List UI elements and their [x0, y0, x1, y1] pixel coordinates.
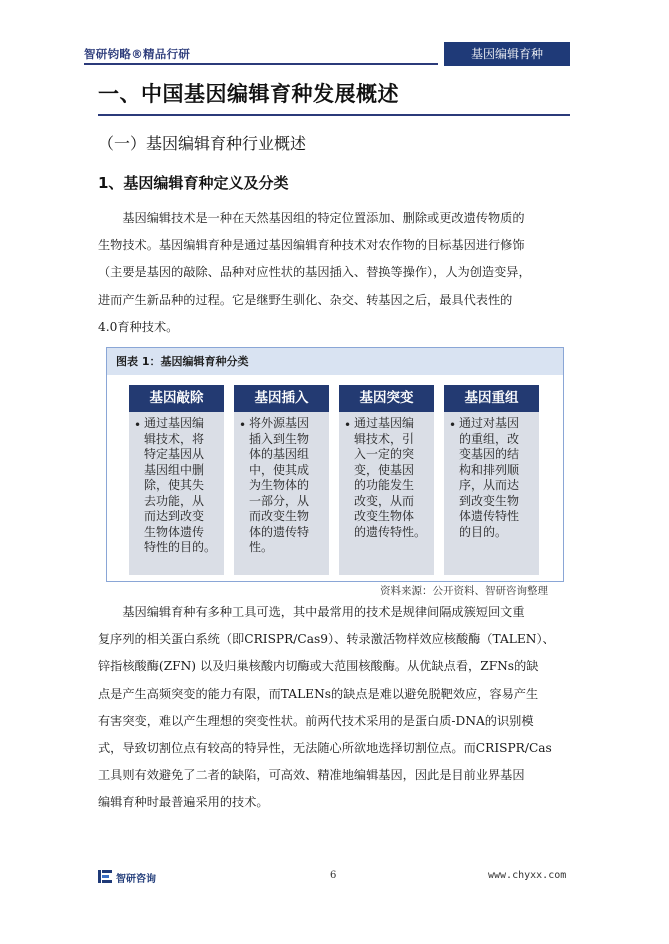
column-line: 除，使其失 — [144, 478, 205, 492]
column-line: 中，使其成 — [249, 462, 310, 477]
category-column-insertion — [234, 385, 329, 575]
column-line: 特性的目的。 — [144, 540, 217, 554]
bullet-icon: • — [134, 418, 142, 432]
column-body — [444, 412, 539, 575]
paragraph-line: 编辑育种时最普遍采用的技术。 — [98, 795, 269, 810]
column-line: 特定基因从 — [144, 447, 205, 461]
bullet-icon: • — [344, 418, 352, 432]
column-header: 基因突变 — [339, 385, 434, 412]
paragraph-line: 式，导致切割位点有较高的特异性，无法随心所欲地选择切割位点。而CRISPR/Cas — [98, 741, 552, 756]
paragraph-line: 进而产生新品种的过程。它是继野生驯化、杂交、转基因之后，最具代表性的 — [98, 292, 513, 307]
figure-title: 图表 1：基因编辑育种分类 — [107, 348, 563, 375]
column-header: 基因敲除 — [129, 385, 224, 412]
column-line: 变，使基因 — [354, 462, 415, 477]
paragraph-definition — [98, 205, 570, 341]
paragraph-line: 生物技术。基因编辑育种是通过基因编辑育种技术对农作物的目标基因进行修饰 — [98, 238, 525, 253]
column-line: 去功能，从 — [144, 493, 205, 508]
column-line: 一部分，从 — [249, 493, 310, 508]
column-line: 的遗传特性。 — [354, 524, 427, 539]
column-line: 到改变生物 — [459, 493, 520, 508]
bullet-icon: • — [449, 418, 457, 432]
column-line: 将外源基因 — [249, 416, 310, 430]
column-text — [354, 416, 430, 540]
column-line: 构和排列顺 — [459, 462, 520, 477]
column-line: 辑技术，引 — [354, 431, 415, 446]
column-body — [234, 412, 329, 575]
column-line: 生物体遗传 — [144, 524, 205, 539]
column-line: 变基因的结 — [459, 447, 520, 461]
section-title-rule — [98, 114, 570, 116]
paragraph-line: 4.0育种技术。 — [98, 319, 179, 334]
column-line: 体遗传特性 — [459, 509, 520, 523]
page-number: 6 — [330, 870, 337, 881]
section-title: 一、中国基因编辑育种发展概述 — [98, 82, 399, 106]
column-line: 通过基因编 — [354, 416, 415, 430]
column-line: 基因组中删 — [144, 462, 205, 477]
column-line: 性。 — [249, 540, 274, 554]
paragraph-line: 工具则有效避免了二者的缺陷，可高效、精准地编辑基因，因此是目前业界基因 — [98, 768, 525, 783]
paragraph-line: 点是产生高频突变的能力有限，而TALENs的缺点是难以避免脱靶效应，容易产生 — [98, 686, 539, 701]
column-line: 插入到生物 — [249, 431, 310, 446]
column-line: 体的遗传特 — [249, 524, 310, 539]
footer-brand: 智研咨询 — [116, 874, 156, 885]
column-line: 序，从而达 — [459, 478, 520, 492]
paragraph-line: 基因编辑技术是一种在天然基因组的特定位置添加、删除或更改遗传物质的 — [98, 211, 525, 225]
column-line: 入一定的突 — [354, 447, 415, 461]
category-column-knockout — [129, 385, 224, 575]
column-line: 改变生物体 — [354, 509, 415, 523]
paragraph-line: 复序列的相关蛋白系统（即CRISPR/Cas9）、转录激活物样效应核酸酶（TALEN）、 — [98, 632, 555, 647]
category-column-mutation — [339, 385, 434, 575]
header-rule — [84, 63, 438, 65]
column-header: 基因插入 — [234, 385, 329, 412]
paragraph-line: 锌指核酸酶(ZFN) 以及归巢核酸内切酶或大范围核酸酶。从优缺点看，ZFNs的缺 — [98, 659, 539, 674]
column-line: 通过对基因 — [459, 416, 520, 430]
column-line: 而达到改变 — [144, 509, 205, 523]
paragraph-line: （主要是基因的敲除、品种对应性状的基因插入、替换等操作），人为创造变异， — [98, 265, 531, 280]
column-line: 通过基因编 — [144, 416, 205, 430]
paragraph-line: 有害突变，难以产生理想的突变性状。前两代技术采用的是蛋白质-DNA的识别模 — [98, 713, 534, 728]
column-line: 体的基因组 — [249, 447, 310, 461]
column-text — [144, 416, 220, 556]
subsection-title: （一）基因编辑育种行业概述 — [98, 134, 307, 153]
column-line: 而改变生物 — [249, 509, 310, 523]
header-topic: 基因编辑育种 — [444, 42, 570, 66]
category-column-recombination — [444, 385, 539, 575]
paragraph-tools — [98, 599, 570, 817]
column-line: 的目的。 — [459, 524, 508, 539]
column-line: 改变，从而 — [354, 493, 415, 508]
bullet-icon: • — [239, 418, 247, 432]
paragraph-line: 基因编辑育种有多种工具可选，其中最常用的技术是规律间隔成簇短回文重 — [98, 605, 525, 619]
column-line: 的重组，改 — [459, 431, 520, 446]
column-line: 的功能发生 — [354, 478, 415, 492]
figure-source: 资料来源：公开资料、智研咨询整理 — [380, 585, 548, 597]
column-body — [339, 412, 434, 575]
column-body — [129, 412, 224, 575]
sub-subsection-title: 1、基因编辑育种定义及分类 — [98, 174, 289, 192]
header-brand: 智研钧略®精品行研 — [84, 47, 191, 61]
brand-logo-icon — [98, 870, 112, 883]
footer-url: www.chyxx.com — [488, 870, 567, 881]
column-text — [459, 416, 535, 540]
column-line: 为生物体的 — [249, 478, 310, 492]
column-line: 辑技术，将 — [144, 431, 205, 446]
column-text — [249, 416, 325, 556]
column-header: 基因重组 — [444, 385, 539, 412]
figure-classification — [106, 347, 564, 582]
